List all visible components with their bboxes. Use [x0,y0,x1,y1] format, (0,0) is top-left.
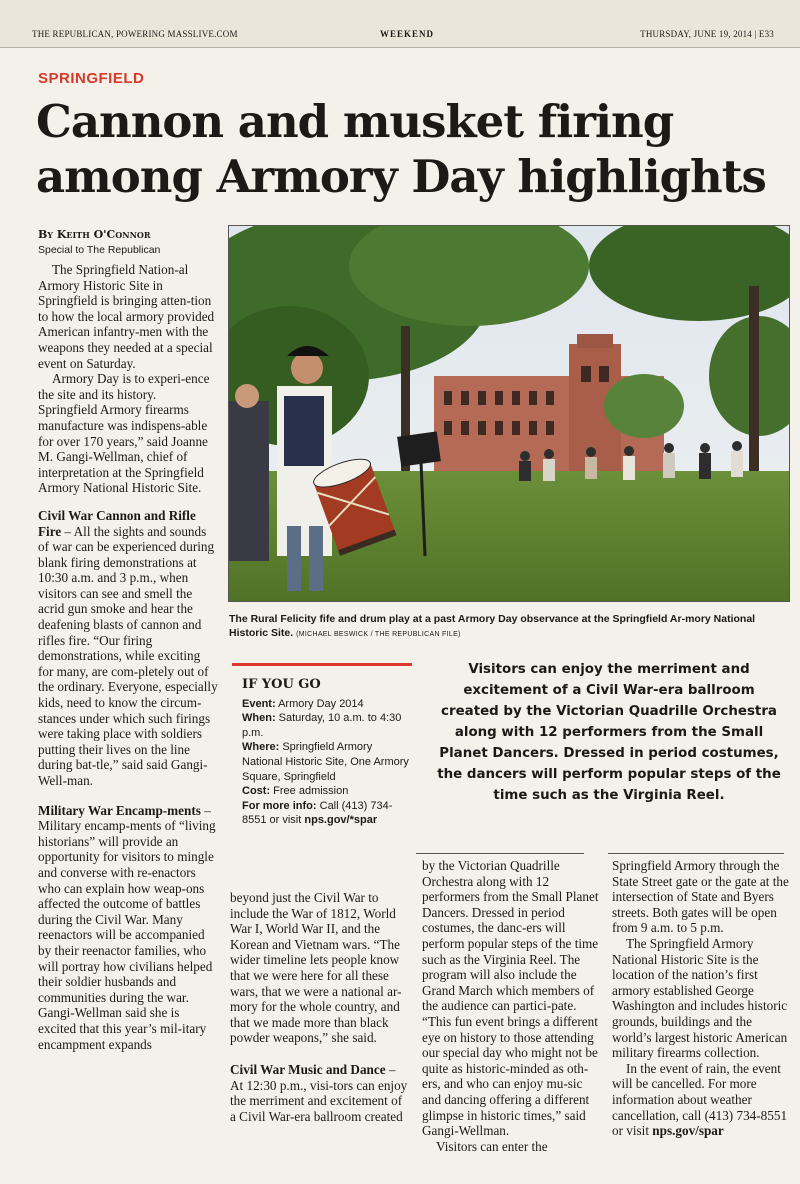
paragraph-text: In the event of rain, the event will be cancelled. For more information about weather cancellation, call (413) 734-8551 or visit [612,1060,788,1139]
info-line [242,799,412,828]
paragraph [612,1061,792,1139]
website-link[interactable]: nps.gov/spar [652,1123,724,1139]
masthead-publication: THE REPUBLICAN, POWERING MASSLIVE.COM [32,29,238,39]
paragraph: The Springfield Armory National Historic Site is the location of the nation’s first armory established George Washington and includes historic grounds, buildings and the world’s largest historic American military firearms collection. [612,935,788,1061]
when-label: When: [242,712,276,725]
headline-line-1: Cannon and musket firing [36,95,674,148]
when-value: Saturday, 10 a.m. to 4:30 p.m. [242,712,402,739]
if-you-go-title: IF YOU GO [242,677,321,692]
subsection-body: – Military encamp-ments of “living historians” will provide an opportunity for visitors to mingle and converse with re-enactors who can explain how weap-ons affected the outcome of battles during the Civil War. Many reenactors will be accompanied by their reenactor families, who will portray how civilians helped their soldier husbands and communities during the war. Gangi-Wellman said she is excited that this year’s mil-itary encampment expands [38,802,216,1052]
where-label: Where: [242,741,280,754]
paragraph: Springfield Armory through the State Street gate or the gate at the intersection of State and Byers streets. Both gates will be open from 9 a.m. to 5 p.m. [612,858,789,936]
section-kicker: SPRINGFIELD [38,70,145,87]
cost-line [242,784,412,799]
subsection-cannon [38,508,218,789]
subsection-encampments [38,803,218,1053]
masthead [0,0,800,48]
event-value: Armory Day 2014 [275,697,364,710]
caption-text: The Rural Felicity fife and drum play at a past Armory Day observance at the Springfield Ar-mory National Historic Site. [229,613,756,639]
subhead: Military War Encamp-ments [38,802,201,818]
article-column-1 [38,262,218,1052]
photo-caption [229,612,789,642]
cost-value: Free admission [270,785,349,798]
subhead: Civil War Cannon and Rifle Fire [38,507,196,539]
masthead-date-page: THURSDAY, JUNE 19, 2014 | E33 [640,29,774,39]
pull-quote-rule [416,853,584,854]
photo-credit: (MICHAEL BESWICK / THE REPUBLICAN FILE) [296,631,461,638]
subsection-body: – At 12:30 p.m., visi-tors can enjoy the merriment and excitement of a Civil War-era ballroom created [230,1061,408,1124]
subsection-body: – All the sights and sounds of war can be experienced during blank firing demonstrations at 10:30 a.m. and 3 p.m., when visitors can see and smell the acrid gun smoke and hear the deafening blasts of cannon and rifles fire. “Our firing demonstrations, while exciting for many, are com-pletely out of the ordinary. Everyone, especially kids, need to know the circum-stances under which such firings were taking place with soldiers putting their lives on the line during bat-tle,” said said Gangi-Well-man. [38,523,218,788]
if-you-go-rule [232,663,412,666]
cost-label: Cost: [242,785,271,798]
byline: By Keith O'Connor [38,228,151,241]
headline [36,94,796,204]
article-photo [228,225,790,602]
article-column-4 [612,858,792,1139]
paragraph: The Springfield Nation-al Armory Historic Site in Springfield is bringing atten-tion to how the local armory provided American infantry-men with the weapons they needed at a special event on Saturday. [38,262,215,371]
paragraph: Armory Day is to experi-ence the site and its history. Springfield Armory firearms manufacture was indispens-able for over 170 years,” said Joanne M. Gangi-Wellman, chief of interpretation at the Springfield Armory National Historic Site. [38,371,210,496]
subhead: Civil War Music and Dance [230,1061,386,1077]
headline-line-2: among Armory Day highlights [36,150,766,203]
event-label: Event: [242,697,276,710]
masthead-section: WEEKEND [380,29,435,39]
paragraph: Visitors can enter the [436,1138,548,1154]
info-link[interactable]: nps.gov/*spar [304,814,378,827]
info-label: For more info: [242,799,317,812]
byline-affiliation: Special to The Republican [38,244,161,256]
when-line [242,711,412,740]
article-column-3 [422,858,602,1154]
where-line [242,740,412,784]
paragraph: by the Victorian Quadrille Orchestra along with 12 performers from the Small Planet Dancers. Dressed in period costumes, the danc-ers will perform popular steps of the time such as the Virginia Reel. The program will also include the Grand March which members of the audience can partici-pate. “This fun event brings a different eye on history to those attending our special day who might not be quite as historic-minded as oth-ers, and who can enjoy mu-sic and dancing offering a different glimpse in historic times,” said Gangi-Wellman. [422,858,599,1139]
pull-quote: Visitors can enjoy the merriment and excitement of a Civil War-era ballroom created by the Victorian Quadrille Orchestra along with 12 performers from the Small Planet Dancers. Dressed in period costumes, the dancers will perform popular steps of the time such as the Virginia Reel. [437,662,781,803]
if-you-go-box [242,678,412,828]
where-value: Springfield Armory National Historic Site, One Armory Square, Springfield [242,741,409,783]
event-line [242,697,412,712]
photo-fife-and-drum [229,226,790,602]
paragraph: beyond just the Civil War to include the War of 1812, World War I, World War II, and the Korean and Vietnam wars. “The wider timeline lets people know that we were here for all these wars, that we were a national ar-mory for the whole country, and that we made more than black powder weapons,” she said. [230,890,402,1046]
subsection-music [230,1062,410,1124]
pull-quote-rule [608,853,784,854]
article-column-2 [230,890,410,1124]
info-value: Call (413) 734-8551 or visit [242,799,393,827]
